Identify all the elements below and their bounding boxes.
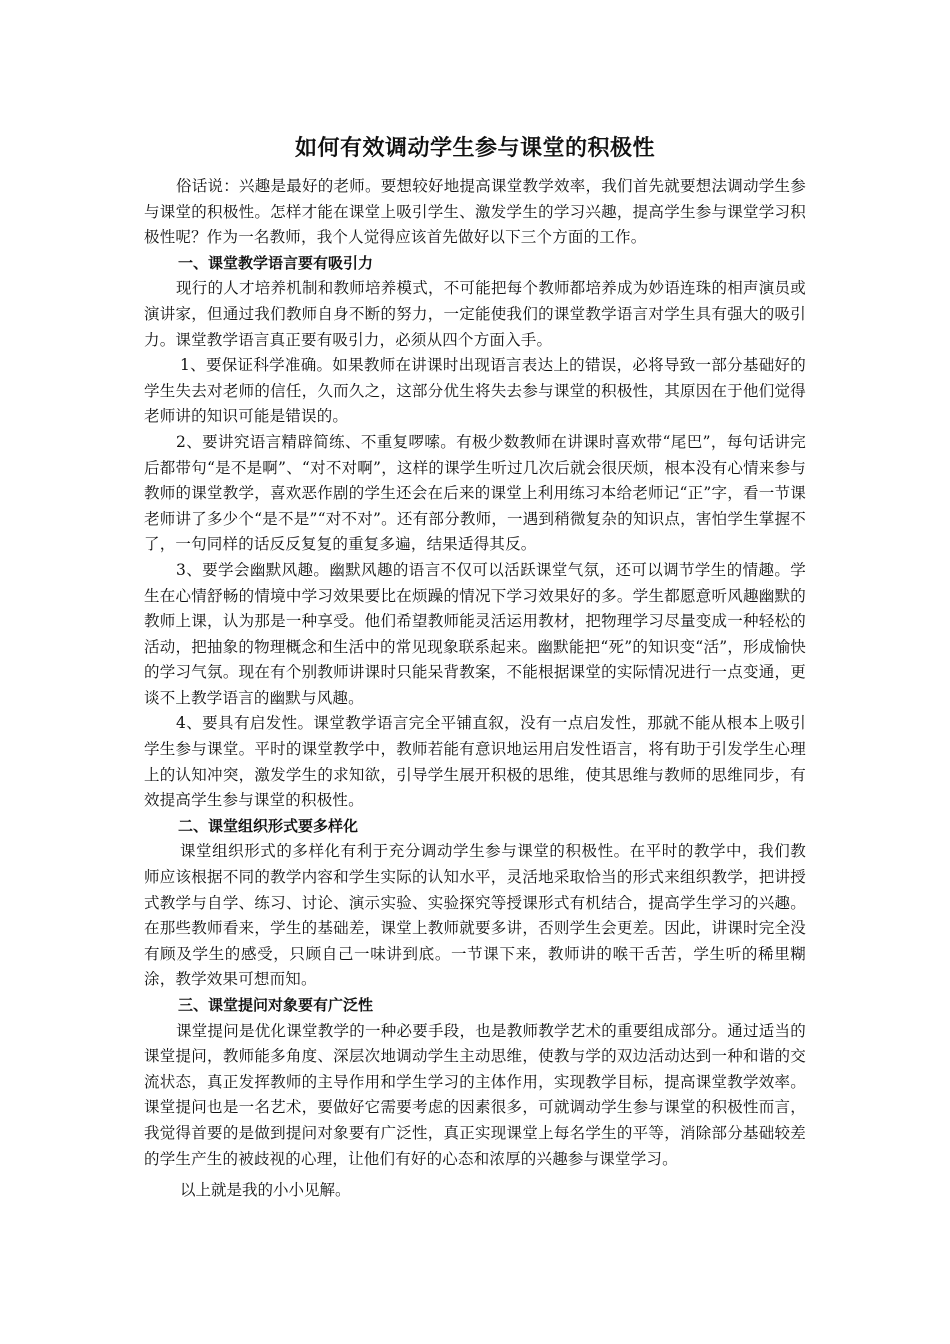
section-2 [144, 814, 806, 993]
document-title: 如何有效调动学生参与课堂的积极性 [294, 136, 655, 161]
section-paragraph: 3、要学会幽默风趣。幽默风趣的语言不仅可以活跃课堂气氛，还可以调节学生的情趣。学生在心情舒畅的情境中学习效果要比在烦躁的情况下学习效果好的多。学生都愿意听风趣幽默的教师上课，认为那是一种享受。他们希望教师能灵活运用教材，把物理学习尽量变成一种轻松的活动，把抽象的物理概念和生活中的常见现象联系起来。幽默能把“死”的知识变“活”，形成愉快的学习气氛。现在有个别教师讲课时只能呆背教案，不能根据课堂的实际情况进行一点变通，更谈不上教学语言的幽默与风趣。 [144, 560, 806, 707]
section-paragraph: 4、要具有启发性。课堂教学语言完全平铺直叙，没有一点启发性，那就不能从根本上吸引学生参与课堂。平时的课堂教学中，教师若能有意识地运用启发性语言，将有助于引发学生心理上的认知冲突，激发学生的求知欲，引导学生展开积极的思维，使其思维与教师的思维同步，有效提高学生参与课堂的积极性。 [144, 714, 806, 810]
intro-paragraph: 俗话说：兴趣是最好的老师。要想较好地提高课堂教学效率，我们首先就要想法调动学生参与课堂的积极性。怎样才能在课堂上吸引学生、激发学生的学习兴趣，提高学生参与课堂学习积极性呢？作为一名教师，我个人觉得应该首先做好以下三个方面的工作。 [144, 177, 806, 247]
section-paragraph: 课堂提问是优化课堂教学的一种必要手段，也是教师教学艺术的重要组成部分。通过适当的课堂提问，教师能多角度、深层次地调动学生主动思维，使教与学的双边活动达到一种和谐的交流状态，真正发挥教师的主导作用和学生学习的主体作用，实现教学目标，提高课堂教学效率。课堂提问也是一名艺术，要做好它需要考虑的因素很多，可就调动学生参与课堂的积极性而言，我觉得首要的是做到提问对象要有广泛性，真正实现课堂上每名学生的平等，消除部分基础较差的学生产生的被歧视的心理，让他们有好的心态和浓厚的兴趣参与课堂学习。 [144, 1021, 806, 1168]
section-paragraph: 1、要保证科学准确。如果教师在讲课时出现语言表达上的错误，必将导致一部分基础好的学生失去对老师的信任，久而久之，这部分优生将失去参与课堂的积极性，其原因在于他们觉得老师讲的知识可能是错误的。 [144, 356, 806, 426]
section-heading: 三、课堂提问对象要有广泛性 [178, 996, 374, 1014]
closing-paragraph: 以上就是我的小小见解。 [180, 1181, 351, 1200]
section-heading: 二、课堂组织形式要多样化 [178, 816, 359, 835]
section-3 [144, 993, 806, 1172]
section-paragraph: 2、要讲究语言精辟简练、不重复啰嗦。有极少数教师在讲课时喜欢带“尾巴”，每句话讲完后都带句“是不是啊”、“对不对啊”，这样的课学生听过几次后就会很厌烦，根本没有心情来参与教师的课堂教学，喜欢恶作剧的学生还会在后来的课堂上利用练习本给老师记“正”字，看一节课老师讲了多少个“是不是”“对不对”。还有部分教师，一遇到稍微复杂的知识点，害怕学生掌握不了，一句同样的话反反复复的重复多遍，结果适得其反。 [144, 432, 806, 554]
section-heading: 一、课堂教学语言要有吸引力 [178, 253, 374, 272]
document-page [144, 132, 806, 1204]
section-paragraph: 课堂组织形式的多样化有利于充分调动学生参与课堂的积极性。在平时的教学中，我们教师应该根据不同的教学内容和学生实际的认知水平，灵活地采取恰当的形式来组织教学，把讲授式教学与自学、练习、讨论、演示实验、实验探究等授课形式有机结合，提高学生学习的兴趣。在那些教师看来，学生的基础差，课堂上教师就要多讲，否则学生会更差。因此，讲课时完全没有顾及学生的感受，只顾自己一味讲到底。一节课下来，教师讲的喉干舌苦，学生听的稀里糊涂，教学效果可想而知。 [144, 842, 806, 989]
section-1 [144, 251, 806, 814]
section-paragraph: 现行的人才培养机制和教师培养模式，不可能把每个教师都培养成为妙语连珠的相声演员或演讲家，但通过我们教师自身不断的努力，一定能使我们的课堂教学语言对学生具有强大的吸引力。课堂教学语言真正要有吸引力，必须从四个方面入手。 [144, 279, 806, 349]
